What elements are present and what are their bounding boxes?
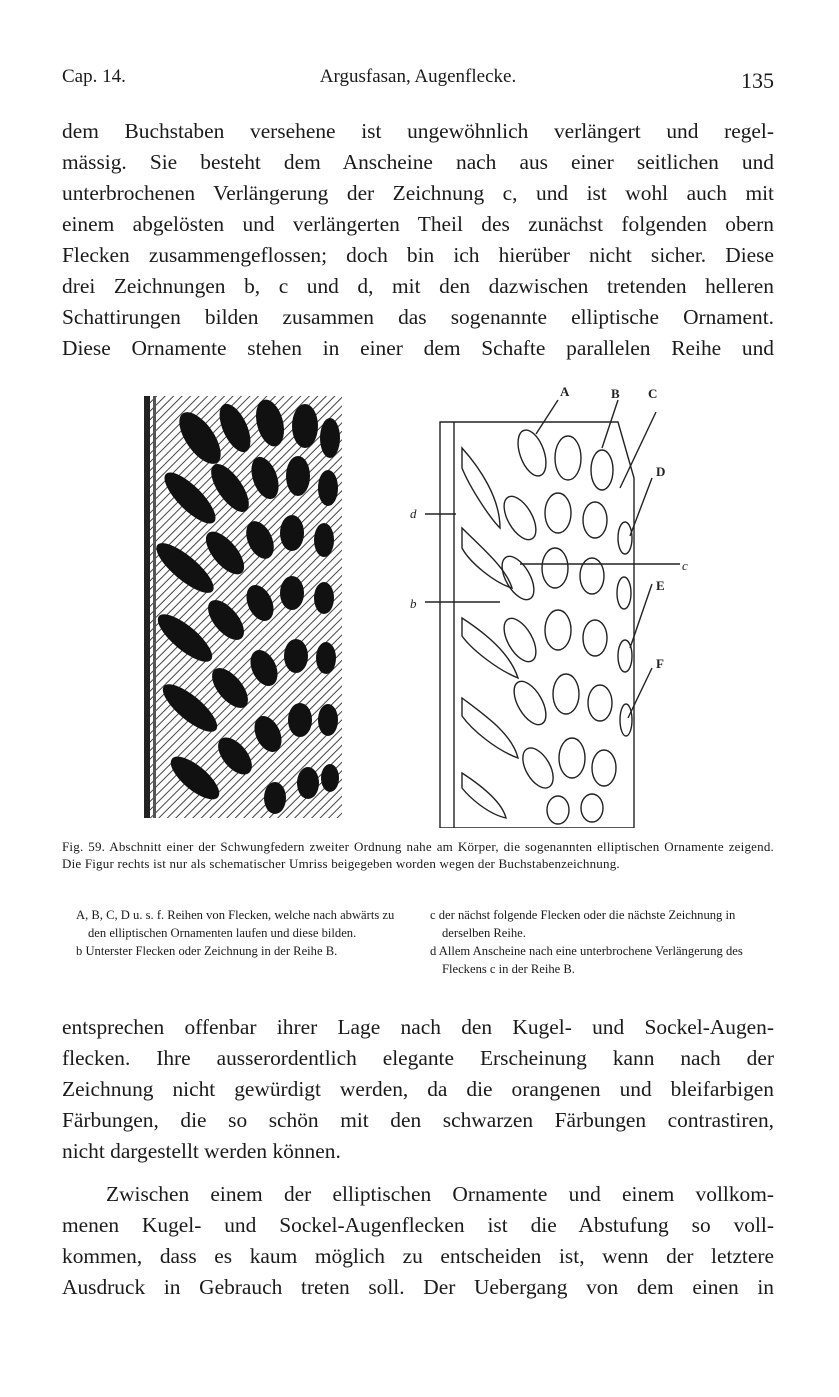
text-line: mässig. Sie besteht dem Anscheine nach aus einer seitlichen und <box>62 150 774 174</box>
legend-item: c der nächst folgende Flecken oder die nächste Zeichnung in derselben Reihe. <box>430 908 736 940</box>
figure-59-illustration <box>140 378 700 828</box>
running-title: Argusfasan, Augenflecke. <box>319 66 517 87</box>
page-number: 135 <box>741 68 774 93</box>
paragraph-3 <box>62 1179 774 1303</box>
schematic-outline <box>425 400 680 828</box>
label-B: B <box>611 386 620 401</box>
feather-engraving <box>144 396 342 818</box>
legend-item: b Unterster Flecken oder Zeichnung in der Reihe B. <box>76 944 338 958</box>
text-line: Zwischen einem der elliptischen Ornamente und einem vollkom- <box>106 1182 774 1206</box>
text-line: Zeichnung nicht gewürdigt werden, da die orangenen und bleifarbigen <box>62 1077 774 1101</box>
legend-item: A, B, C, D u. s. f. Reihen von Flecken, welche nach abwärts zu den elliptischen Ornamenten laufen und diese bilden. <box>76 908 395 940</box>
text-line: Schattirungen bilden zusammen das sogenannte elliptische Ornament. <box>62 305 774 329</box>
label-C: C <box>648 386 658 401</box>
text-line: Ausdruck in Gebrauch treten soll. Der Uebergang von dem einen in <box>62 1275 774 1299</box>
running-header <box>62 66 774 96</box>
text-line: flecken. Ihre ausserordentlich elegante Erscheinung kann nach der <box>62 1046 774 1070</box>
label-A: A <box>560 384 570 399</box>
text-line: entsprechen offenbar ihrer Lage nach den Kugel- und Sockel-Augen- <box>62 1015 774 1039</box>
paragraph-1 <box>62 116 774 364</box>
text-line: Diese Ornamente stehen in einer dem Schafte parallelen Reihe und <box>62 336 774 360</box>
text-line: kommen, dass es kaum möglich zu entscheiden ist, wenn der letztere <box>62 1244 774 1268</box>
text-line: Flecken zusammengeflossen; doch bin ich hierüber nicht sicher. Diese <box>62 243 774 267</box>
figure-legend-right <box>430 906 774 978</box>
label-d: d <box>410 506 417 521</box>
text-line: menen Kugel- und Sockel-Augenflecken ist die Abstufung so voll- <box>62 1213 774 1237</box>
label-F: F <box>656 656 664 671</box>
text-line: drei Zeichnungen b, c und d, mit den dazwischen tretenden helleren <box>62 274 774 298</box>
legend-item: d Allem Anscheine nach eine unterbrochene Verlängerung des Fleckens c in der Reihe B. <box>430 944 743 976</box>
label-b: b <box>410 596 417 611</box>
figure-caption: Fig. 59. Abschnitt einer der Schwungfedern zweiter Ordnung nahe am Körper, die sogenannten elliptischen Ornamente zeigend. Die Figur rechts ist nur als schematischer Umriss beigegeben worden wegen der Buchstabenzeichnung. <box>62 839 774 871</box>
text-line: unterbrochenen Verlängerung der Zeichnung c, und ist wohl auch mit <box>62 181 774 205</box>
text-line: nicht dargestellt werden können. <box>62 1139 341 1163</box>
figure-legend-left <box>76 906 406 960</box>
chapter-label: Cap. 14. <box>62 66 126 87</box>
text-line: dem Buchstaben versehene ist ungewöhnlich verlängert und regel- <box>62 119 774 143</box>
paragraph-2 <box>62 1012 774 1167</box>
text-line: einem abgelösten und verlängerten Theil des zunächst folgenden obern <box>62 212 774 236</box>
label-E: E <box>656 578 665 593</box>
label-D: D <box>656 464 666 479</box>
text-line: Färbungen, die so schön mit den schwarzen Färbungen contrastiren, <box>62 1108 774 1132</box>
label-c: c <box>682 558 688 573</box>
